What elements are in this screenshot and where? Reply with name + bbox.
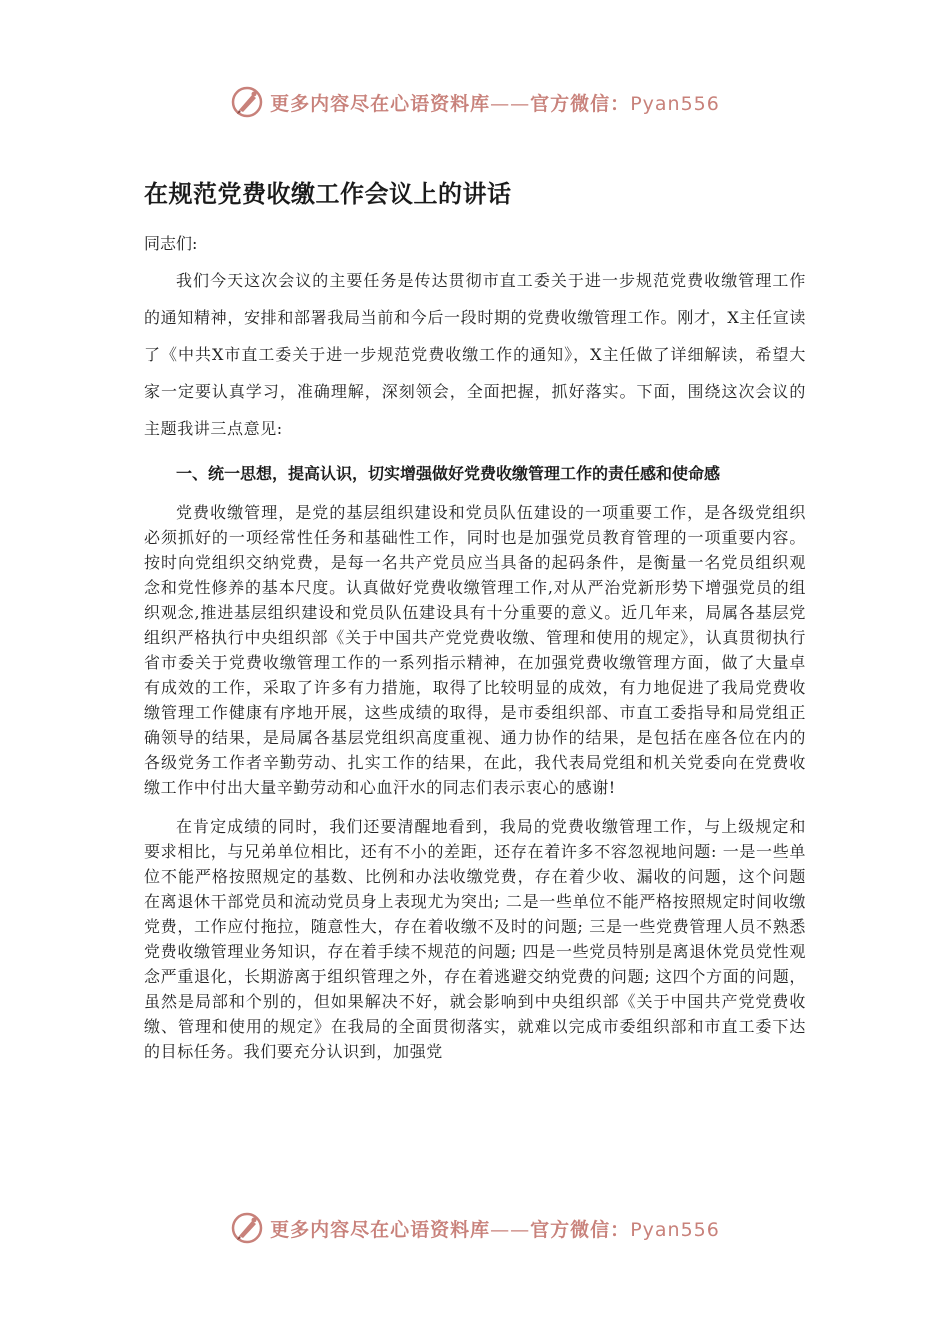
banner-handle: Pyan556	[630, 1218, 720, 1241]
body-paragraph-1: 党费收缴管理，是党的基层组织建设和党员队伍建设的一项重要工作，是各级党组织必须抓好的一项经常性任务和基础性工作，同时也是加强党员教育管理的一项重要内容。按时向党组织交纳党费，是每一名共产党员应当具备的起码条件，是衡量一名党员组织观念和党性修养的基本尺度。认真做好党费收缴管理工作,对从严治党新形势下增强党员的组织观念,推进基层组织建设和党员队伍建设具有十分重要的意义。近几年来，局属各基层党组织严格执行中央组织部《关于中国共产党党费收缴、管理和使用的规定》，认真贯彻执行省市委关于党费收缴管理工作的一系列指示精神，在加强党费收缴管理方面，做了大量卓有成效的工作，采取了许多有力措施，取得了比较明显的成效，有力地促进了我局党费收缴管理工作健康有序地开展，这些成绩的取得，是市委组织部、市直工委指导和局党组正确领导的结果，是局属各基层党组织高度重视、通力协作的结果，是包括在座各位在内的各级党务工作者辛勤劳动、扎实工作的结果，在此，我代表局党组和机关党委向在党费收缴工作中付出大量辛勤劳动和心血汗水的同志们表示衷心的感谢!	[144, 503, 806, 797]
intro-paragraph: 我们今天这次会议的主要任务是传达贯彻市直工委关于进一步规范党费收缴管理工作的通知精神，安排和部署我局当前和今后一段时期的党费收缴管理工作。刚才，X主任宣读了《中共X市直工委关于进一步规范党费收缴工作的通知》，X主任做了详细解读，希望大家一定要认真学习，准确理解，深刻领会，全面把握，抓好落实。下面，围绕这次会议的主题我讲三点意见:	[144, 271, 806, 438]
section-heading: 一、统一思想，提高认识，切实增强做好党费收缴管理工作的责任感和使命感	[176, 464, 721, 483]
document-body	[144, 174, 806, 1078]
pen-logo-icon	[230, 85, 264, 119]
banner-text	[270, 1215, 720, 1242]
banner-text	[270, 89, 720, 116]
banner-brand: 更多内容尽在心语资料库	[270, 92, 491, 115]
salutation: 同志们:	[144, 234, 198, 253]
banner-brand: 更多内容尽在心语资料库	[270, 1218, 491, 1241]
header-banner	[0, 80, 950, 124]
body-paragraph-2: 在肯定成绩的同时，我们还要清醒地看到，我局的党费收缴管理工作，与上级规定和要求相比，与兄弟单位相比，还有不小的差距，还存在着许多不容忽视地问题: 一是一些单位不能严格按照规定的基数、比例和办法收缴党费，存在着少收、漏收的问题，这个问题在离退休干部党员和流动党员身上表现尤为突出; 二是一些单位不能严格按照规定时间收缴党费，工作应付拖拉，随意性大，存在着收缴不及时的问题; 三是一些党费管理人员不熟悉党费收缴管理业务知识，存在着手续不规范的问题; 四是一些党员特别是离退休党员党性观念严重退化，长期游离于组织管理之外，存在着逃避交纳党费的问题; 这四个方面的问题，虽然是局部和个别的，但如果解决不好，就会影响到中央组织部《关于中国共产党党费收缴、管理和使用的规定》在我局的全面贯彻落实，就难以完成市委组织部和市直工委下达的目标任务。我们要充分认识到，加强党	[144, 817, 806, 1061]
document-title: 在规范党费收缴工作会议上的讲话	[144, 180, 512, 208]
banner-label: 官方微信：	[530, 92, 631, 115]
banner-handle: Pyan556	[630, 92, 720, 115]
banner-separator: ——	[490, 1218, 531, 1241]
footer-banner	[0, 1206, 950, 1250]
banner-label: 官方微信：	[530, 1218, 631, 1241]
pen-logo-icon	[230, 1211, 264, 1245]
banner-separator: ——	[490, 92, 531, 115]
